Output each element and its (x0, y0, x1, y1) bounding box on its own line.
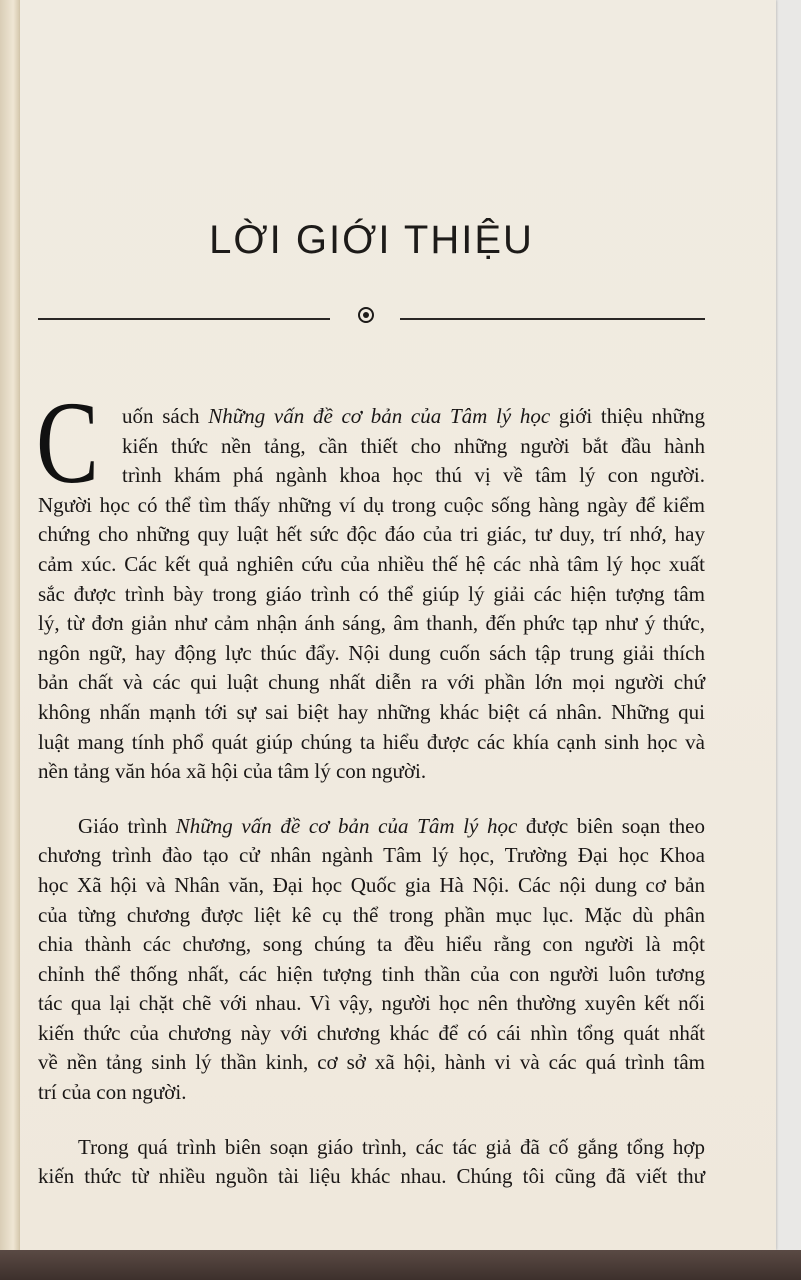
text-line (38, 871, 705, 901)
text-segment: nền tảng văn hóa xã hội của tâm lý con người. (38, 759, 427, 784)
text-segment: tác qua lại chặt chẽ với nhau. Vì vậy, người học nên thường xuyên kết nối (38, 991, 705, 1016)
text-line (38, 668, 705, 698)
text-segment: cảm xúc. Các kết quả nghiên cứu của nhiều thế hệ các nhà tâm lý học xuất (38, 551, 705, 576)
divider-left (38, 318, 330, 320)
text-segment: kiến thức từ nhiều nguồn tài liệu khác nhau. Chúng tôi cũng đã viết thư (38, 1164, 705, 1189)
text-line (38, 901, 705, 931)
text-line (38, 960, 705, 990)
paragraph (38, 812, 705, 1108)
text-line (38, 812, 705, 842)
text-line (38, 580, 705, 610)
paragraph (38, 402, 705, 787)
previous-page-edge (0, 0, 22, 1250)
text-segment: kiến thức nền tảng, cần thiết cho những người bắt đầu hành (122, 433, 705, 458)
book-title-italic: Những vấn đề cơ bản của Tâm lý học (175, 813, 518, 838)
text-segment: về nền tảng sinh lý thần kinh, cơ sở xã hội, hành vi và các quá trình tâm (38, 1050, 705, 1075)
text-line (38, 402, 705, 432)
text-segment: ngôn ngữ, hay động lực thúc đẩy. Nội dung cuốn sách tập trung giải thích (38, 640, 705, 665)
text-line (38, 1133, 705, 1163)
text-segment: chỉnh thể thống nhất, các hiện tượng tinh thần của con người luôn tương (38, 961, 705, 986)
text-line (38, 930, 705, 960)
text-segment: Giáo trình (78, 813, 176, 838)
text-line (38, 698, 705, 728)
text-line (38, 1048, 705, 1078)
text-line (38, 520, 705, 550)
text-segment: bản chất và các qui luật chung nhất diễn ra với phần lớn mọi người chứ (38, 670, 705, 695)
table-surface (0, 1250, 801, 1280)
text-line (38, 609, 705, 639)
divider-right (400, 318, 705, 320)
text-segment: luật mang tính phổ quát giúp chúng ta hiểu được các khía cạnh sinh học và (38, 729, 705, 754)
text-line (38, 491, 705, 521)
text-line (38, 1162, 705, 1192)
text-segment: sắc được trình bày trong giáo trình có thể giúp lý giải các hiện tượng tâm (38, 581, 705, 606)
text-line (38, 550, 705, 580)
text-segment: không nhấn mạnh tới sự sai biệt hay những khác biệt cá nhân. Những qui (38, 699, 705, 724)
text-segment: học Xã hội và Nhân văn, Đại học Quốc gia Hà Nội. Các nội dung cơ bản (38, 872, 705, 897)
drop-cap: C (36, 377, 99, 508)
text-segment: trí của con người. (38, 1080, 187, 1105)
text-segment: lý, từ đơn giản như cảm nhận ánh sáng, âm thanh, đến phức tạp như ý thức, (38, 611, 705, 636)
text-segment: chương trình đào tạo cử nhân ngành Tâm lý học, Trường Đại học Khoa (38, 843, 705, 868)
text-segment: chứng cho những quy luật hết sức độc đáo của tri giác, tư duy, trí nhớ, hay (38, 522, 705, 547)
text-line (38, 757, 705, 787)
text-line (38, 989, 705, 1019)
text-line (38, 1019, 705, 1049)
paragraph (38, 1133, 705, 1192)
text-segment: giới thiệu những (550, 404, 705, 428)
text-segment: Trong quá trình biên soạn giáo trình, các tác giả đã cố gắng tổng hợp (78, 1134, 705, 1159)
page-title: LỜI GIỚI THIỆU (209, 218, 534, 262)
text-segment: được biên soạn theo (517, 813, 705, 838)
text-segment: của từng chương được liệt kê cụ thể trong phần mục lục. Mặc dù phân (38, 902, 705, 927)
text-line (38, 639, 705, 669)
text-line (38, 461, 705, 491)
text-segment: kiến thức của chương này với chương khác để có cái nhìn tổng quát nhất (38, 1020, 705, 1045)
text-segment: trình khám phá ngành khoa học thú vị về tâm lý con người. (122, 463, 705, 488)
text-line (38, 728, 705, 758)
circle-ornament-icon (358, 307, 374, 323)
text-segment: chia thành các chương, song chúng ta đều hiểu rằng con người là một (38, 932, 705, 957)
body-text (38, 402, 705, 1217)
text-line (38, 841, 705, 871)
text-line (38, 1078, 705, 1108)
text-segment: Người học có thể tìm thấy những ví dụ trong cuộc sống hàng ngày để kiểm (38, 492, 705, 517)
book-title-italic: Những vấn đề cơ bản của Tâm lý học (208, 404, 551, 428)
text-segment: uốn sách (122, 404, 209, 428)
text-line (38, 432, 705, 462)
